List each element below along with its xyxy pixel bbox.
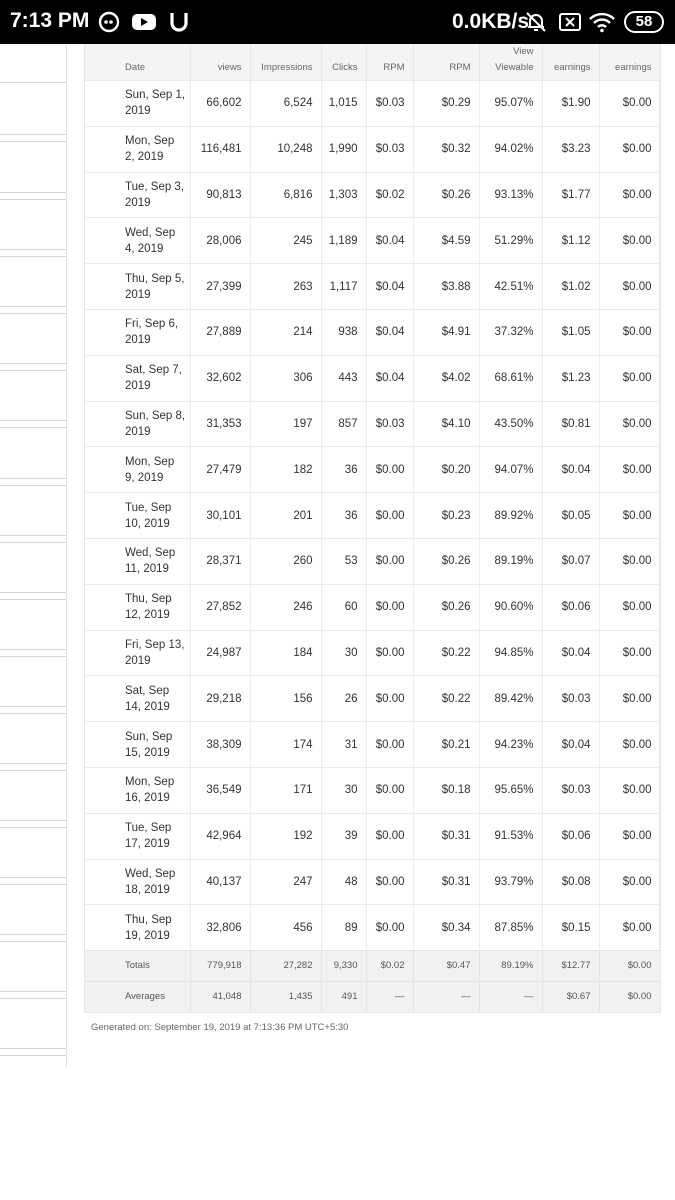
table-cell: 6,816 [250,172,321,218]
column-header[interactable]: Date [85,44,190,81]
table-cell: 197 [250,401,321,447]
table-cell: 66,602 [190,81,250,127]
column-header[interactable]: earnings [599,44,660,81]
table-header [85,44,660,81]
table-cell: 95.07% [479,81,542,127]
table-body [85,81,660,951]
table-cell: 938 [321,309,366,355]
table-cell: 48 [321,859,366,905]
table-cell: $0.04 [366,309,413,355]
column-header[interactable]: RPM [366,44,413,81]
table-cell: $1.12 [542,218,599,264]
table-cell: $0.03 [366,126,413,172]
date-cell: Wed, Sep 4, 2019 [85,218,190,264]
date-cell: Mon, Sep 16, 2019 [85,767,190,813]
averages-cell: — [479,981,542,1012]
table-cell: 42.51% [479,264,542,310]
table-cell: $1.77 [542,172,599,218]
table-cell: $0.00 [599,447,660,493]
table-cell: $0.04 [542,447,599,493]
table-cell: $0.00 [366,538,413,584]
table-cell: $1.23 [542,355,599,401]
date-cell: Sat, Sep 14, 2019 [85,676,190,722]
table-cell: $0.31 [413,813,479,859]
totals-cell: 27,282 [250,951,321,982]
table-cell: $0.15 [542,905,599,951]
table-cell: 94.23% [479,722,542,768]
table-cell: $0.05 [542,493,599,539]
table-cell: $4.59 [413,218,479,264]
table-row [85,309,660,355]
table-cell: $0.00 [366,859,413,905]
table-cell: $0.00 [366,676,413,722]
mute-alarm-icon [524,10,548,34]
table-cell: $0.26 [413,584,479,630]
date-cell: Mon, Sep 2, 2019 [85,126,190,172]
table-row [85,401,660,447]
table-cell: 1,990 [321,126,366,172]
table-cell: $0.00 [599,584,660,630]
table-row [85,767,660,813]
column-header[interactable]: RPM [413,44,479,81]
totals-cell: $0.02 [366,951,413,982]
table-row [85,722,660,768]
table-cell: $0.04 [366,355,413,401]
table-cell: 246 [250,584,321,630]
table-cell: $0.00 [599,355,660,401]
table-cell: $4.02 [413,355,479,401]
table-cell: 42,964 [190,813,250,859]
totals-cell: $0.00 [599,951,660,982]
table-cell: 95.65% [479,767,542,813]
averages-cell: — [413,981,479,1012]
table-cell: 6,524 [250,81,321,127]
table-cell: $0.00 [599,218,660,264]
battery-indicator: 58 [624,11,664,33]
table-cell: 90,813 [190,172,250,218]
totals-cell: $12.77 [542,951,599,982]
table-cell: 27,889 [190,309,250,355]
date-cell: Thu, Sep 19, 2019 [85,905,190,951]
date-cell: Sat, Sep 7, 2019 [85,355,190,401]
table-cell: 192 [250,813,321,859]
date-cell: Thu, Sep 12, 2019 [85,584,190,630]
averages-cell: — [366,981,413,1012]
table-cell: 89.92% [479,493,542,539]
table-cell: $0.07 [542,538,599,584]
table-cell: $0.00 [599,538,660,584]
averages-cell: 1,435 [250,981,321,1012]
table-row [85,264,660,310]
table-cell: 51.29% [479,218,542,264]
totals-cell: $0.47 [413,951,479,982]
table-cell: 156 [250,676,321,722]
table-row [85,676,660,722]
table-cell: 32,806 [190,905,250,951]
table-cell: $0.31 [413,859,479,905]
table-cell: $0.04 [366,218,413,264]
table-cell: $0.00 [599,264,660,310]
clock: 7:13 PM [10,9,90,32]
table-cell: 93.13% [479,172,542,218]
table-cell: $1.90 [542,81,599,127]
table-row [85,218,660,264]
averages-cell: 491 [321,981,366,1012]
column-header[interactable]: earnings [542,44,599,81]
table-cell: $0.00 [366,767,413,813]
table-cell: $0.21 [413,722,479,768]
table-cell: 1,015 [321,81,366,127]
date-cell: Wed, Sep 11, 2019 [85,538,190,584]
network-speed: 0.0KB/s [452,10,530,33]
averages-cell: $0.00 [599,981,660,1012]
table-cell: 247 [250,859,321,905]
table-cell: $0.00 [366,447,413,493]
table-cell: $4.10 [413,401,479,447]
table-cell: $0.00 [366,493,413,539]
table-cell: 94.85% [479,630,542,676]
table-cell: $0.00 [366,584,413,630]
table-row [85,584,660,630]
table-cell: $0.04 [366,264,413,310]
table-cell: 94.07% [479,447,542,493]
table-cell: 214 [250,309,321,355]
table-cell: $0.06 [542,584,599,630]
table-cell: $0.03 [366,401,413,447]
table-cell: $0.23 [413,493,479,539]
table-cell: $0.00 [599,172,660,218]
report-card [84,44,660,1013]
table-cell: $0.29 [413,81,479,127]
table-cell: 27,852 [190,584,250,630]
table-cell: 1,189 [321,218,366,264]
table-cell: 60 [321,584,366,630]
totals-cell: 779,918 [190,951,250,982]
table-row [85,355,660,401]
messenger-icon [98,10,122,34]
table-cell: $0.06 [542,813,599,859]
table-cell: 36 [321,447,366,493]
table-cell: 36 [321,493,366,539]
generated-timestamp: Generated on: September 19, 2019 at 7:13:36 PM UTC+5:30 [91,1022,349,1033]
table-cell: 306 [250,355,321,401]
table-cell: 260 [250,538,321,584]
table-cell: 53 [321,538,366,584]
table-cell: 43.50% [479,401,542,447]
table-cell: $0.00 [599,722,660,768]
table-cell: $0.32 [413,126,479,172]
table-row [85,447,660,493]
date-cell: Mon, Sep 9, 2019 [85,447,190,493]
table-cell: $0.00 [599,81,660,127]
table-cell: 37.32% [479,309,542,355]
table-cell: 38,309 [190,722,250,768]
table-cell: 89.19% [479,538,542,584]
date-cell: Tue, Sep 10, 2019 [85,493,190,539]
table-row [85,493,660,539]
table-cell: $0.22 [413,676,479,722]
table-cell: 443 [321,355,366,401]
table-cell: 36,549 [190,767,250,813]
table-cell: $0.26 [413,538,479,584]
table-cell: 174 [250,722,321,768]
date-cell: Sun, Sep 15, 2019 [85,722,190,768]
table-cell: 89 [321,905,366,951]
table-cell: $0.00 [599,630,660,676]
averages-label: Averages [85,981,190,1012]
no-sim-icon [558,10,582,34]
table-row [85,81,660,127]
table-cell: 30 [321,767,366,813]
column-header[interactable]: View Viewable [479,44,542,81]
table-cell: $0.03 [366,81,413,127]
table-cell: 857 [321,401,366,447]
youtube-icon [131,10,157,34]
table-cell: 116,481 [190,126,250,172]
table-cell: $0.00 [599,493,660,539]
table-cell: $1.05 [542,309,599,355]
table-cell: $0.26 [413,172,479,218]
table-cell: 1,303 [321,172,366,218]
table-cell: $0.18 [413,767,479,813]
column-header[interactable]: Impressions [250,44,321,81]
table-cell: 91.53% [479,813,542,859]
table-row [85,172,660,218]
table-cell: $0.22 [413,630,479,676]
table-cell: 184 [250,630,321,676]
table-cell: 27,479 [190,447,250,493]
table-cell: $0.08 [542,859,599,905]
table-cell: 39 [321,813,366,859]
table-cell: 263 [250,264,321,310]
table-cell: $0.00 [366,813,413,859]
sidebar [0,44,67,1068]
table-row [85,905,660,951]
averages-cell: $0.67 [542,981,599,1012]
table-cell: $0.03 [542,676,599,722]
table-cell: 171 [250,767,321,813]
date-cell: Thu, Sep 5, 2019 [85,264,190,310]
table-cell: $1.02 [542,264,599,310]
table-cell: 26 [321,676,366,722]
date-cell: Wed, Sep 18, 2019 [85,859,190,905]
table-footer [85,951,660,1012]
table-cell: 28,006 [190,218,250,264]
table-cell: $3.88 [413,264,479,310]
table-cell: 1,117 [321,264,366,310]
table-row [85,859,660,905]
earnings-table [85,44,661,1012]
table-cell: 89.42% [479,676,542,722]
table-cell: 456 [250,905,321,951]
table-cell: $0.02 [366,172,413,218]
table-cell: 30 [321,630,366,676]
table-cell: $0.00 [366,905,413,951]
table-cell: 31 [321,722,366,768]
table-cell: 40,137 [190,859,250,905]
table-cell: 28,371 [190,538,250,584]
table-cell: $0.00 [599,401,660,447]
table-cell: $4.91 [413,309,479,355]
table-cell: 29,218 [190,676,250,722]
table-cell: $0.04 [542,722,599,768]
table-cell: 30,101 [190,493,250,539]
status-bar [0,0,675,44]
table-cell: $0.00 [366,722,413,768]
table-cell: $0.34 [413,905,479,951]
table-cell: 182 [250,447,321,493]
table-cell: 245 [250,218,321,264]
date-cell: Sun, Sep 8, 2019 [85,401,190,447]
totals-cell: 89.19% [479,951,542,982]
date-cell: Fri, Sep 13, 2019 [85,630,190,676]
table-cell: 87.85% [479,905,542,951]
table-cell: 68.61% [479,355,542,401]
date-cell: Fri, Sep 6, 2019 [85,309,190,355]
table-cell: 94.02% [479,126,542,172]
table-cell: $3.23 [542,126,599,172]
table-cell: $0.04 [542,630,599,676]
table-cell: 93.79% [479,859,542,905]
table-cell: 90.60% [479,584,542,630]
column-header[interactable]: views [190,44,250,81]
table-cell: $0.00 [599,905,660,951]
table-cell: $0.00 [599,813,660,859]
table-cell: $0.03 [542,767,599,813]
table-cell: 27,399 [190,264,250,310]
table-cell: 24,987 [190,630,250,676]
table-cell: $0.00 [599,309,660,355]
table-cell: $0.81 [542,401,599,447]
table-cell: $0.00 [599,126,660,172]
table-cell: 32,602 [190,355,250,401]
table-cell: $0.00 [599,859,660,905]
table-cell: $0.20 [413,447,479,493]
column-header[interactable]: Clicks [321,44,366,81]
table-row [85,630,660,676]
table-row [85,126,660,172]
averages-row [85,981,660,1012]
table-cell: $0.00 [366,630,413,676]
table-row [85,538,660,584]
date-cell: Sun, Sep 1, 2019 [85,81,190,127]
date-cell: Tue, Sep 17, 2019 [85,813,190,859]
table-row [85,813,660,859]
table-cell: 31,353 [190,401,250,447]
totals-label: Totals [85,951,190,982]
table-cell: $0.00 [599,676,660,722]
totals-row [85,951,660,982]
averages-cell: 41,048 [190,981,250,1012]
table-cell: $0.00 [599,767,660,813]
date-cell: Tue, Sep 3, 2019 [85,172,190,218]
wifi-icon [589,10,615,34]
u-app-icon [167,10,191,34]
table-cell: 10,248 [250,126,321,172]
totals-cell: 9,330 [321,951,366,982]
table-cell: 201 [250,493,321,539]
